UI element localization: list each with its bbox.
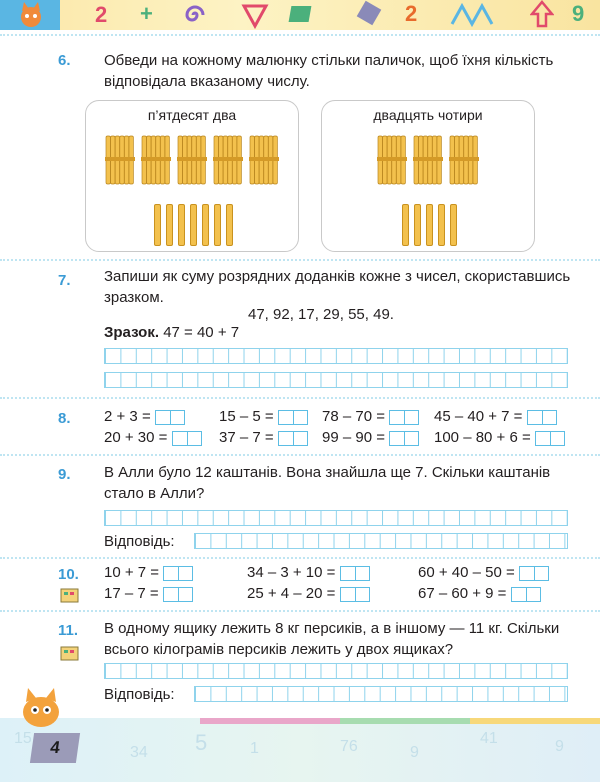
dotted-rule	[0, 397, 600, 399]
sticks-panel	[321, 100, 535, 252]
task-number: 11.	[58, 622, 79, 639]
triangle-icon	[240, 2, 270, 30]
task-number: 9.	[58, 466, 71, 483]
zigzag-icon	[450, 0, 500, 30]
single-stick[interactable]	[426, 204, 433, 246]
answer-box[interactable]	[535, 431, 565, 446]
answer-box[interactable]	[163, 566, 193, 581]
single-stick[interactable]	[190, 204, 197, 246]
answer-box[interactable]	[527, 410, 557, 425]
answer-box[interactable]	[340, 587, 370, 602]
top-dotted-rule	[0, 34, 600, 36]
answer-box[interactable]	[155, 410, 185, 425]
single-stick[interactable]	[450, 204, 457, 246]
answer-grid[interactable]	[104, 372, 568, 388]
single-stick[interactable]	[178, 204, 185, 246]
answer-box[interactable]	[519, 566, 549, 581]
number-list: 47, 92, 17, 29, 55, 49.	[248, 306, 394, 323]
task-text: Запиши як суму розрядних доданків кожне з чисел, скориставшись зразком.	[104, 268, 571, 306]
answer-label: Відповідь:	[104, 533, 175, 550]
footer-number: 34	[130, 744, 148, 761]
footer-number: 41	[480, 730, 498, 747]
stick-bundle	[105, 135, 135, 185]
mascot-icon	[16, 686, 66, 730]
answer-box[interactable]	[389, 431, 419, 446]
stick-bundle	[413, 135, 443, 185]
single-stick[interactable]	[438, 204, 445, 246]
stick-bundle	[177, 135, 207, 185]
task-number: 8.	[58, 410, 71, 427]
dotted-rule	[0, 557, 600, 559]
deco-digit: 2	[405, 1, 418, 26]
footer-number: 15	[14, 730, 32, 747]
task-text: В Алли було 12 каштанів. Вона знайшла ще 7. Скільки каштанів стало в Алли?	[104, 464, 551, 502]
answer-label: Відповідь:	[104, 686, 175, 703]
stick-bundle	[377, 135, 407, 185]
answer-box[interactable]	[278, 431, 308, 446]
footer-number: 5	[195, 730, 208, 755]
calculator-icon	[60, 646, 80, 662]
sample-label: Зразок.	[104, 324, 160, 341]
single-stick[interactable]	[166, 204, 173, 246]
equation: 100 – 80 + 6 =	[434, 429, 565, 446]
single-stick[interactable]	[202, 204, 209, 246]
footer-band	[0, 718, 600, 782]
stick-bundle	[141, 135, 171, 185]
dotted-rule	[0, 259, 600, 261]
answer-box[interactable]	[389, 410, 419, 425]
answer-grid[interactable]	[104, 348, 568, 364]
footer-number: 9	[555, 738, 564, 755]
equation: 20 + 30 =	[104, 429, 202, 446]
sample-expression: 47 = 40 + 7	[163, 324, 240, 341]
footer-stripe	[340, 718, 470, 724]
answer-grid[interactable]	[194, 686, 568, 702]
footer-stripe	[200, 718, 340, 724]
cat-icon	[14, 2, 48, 28]
single-stick[interactable]	[154, 204, 161, 246]
deco-plus: +	[140, 1, 153, 26]
single-stick[interactable]	[414, 204, 421, 246]
single-stick[interactable]	[402, 204, 409, 246]
equation: 37 – 7 =	[219, 429, 308, 446]
footer-stripe	[470, 718, 600, 724]
panel-label: п’ятдесят два	[147, 107, 237, 123]
single-stick[interactable]	[226, 204, 233, 246]
footer-number: 9	[410, 744, 419, 761]
footer-number: 1	[250, 740, 259, 757]
top-decorative-band	[0, 0, 600, 30]
dotted-rule	[0, 610, 600, 612]
task-number: 7.	[58, 272, 71, 289]
purple-shape	[357, 1, 382, 26]
task-text: Обведи на кожному малюнку стільки паличок, щоб їхня кількість відповідала вказаному числу.	[104, 52, 554, 90]
dotted-rule	[0, 454, 600, 456]
footer-number: 76	[340, 738, 358, 755]
answer-box[interactable]	[278, 410, 308, 425]
deco-digit: 2	[95, 2, 108, 27]
equation: 15 – 5 =	[219, 408, 308, 425]
page-number: 4	[30, 733, 80, 763]
answer-box[interactable]	[340, 566, 370, 581]
single-stick[interactable]	[214, 204, 221, 246]
stick-bundle	[213, 135, 243, 185]
answer-grid[interactable]	[104, 510, 568, 526]
panel-label: двадцять чотири	[373, 107, 483, 123]
answer-box[interactable]	[511, 587, 541, 602]
spiral-icon	[180, 0, 210, 30]
sticks-panel	[85, 100, 299, 252]
equation: 78 – 70 =	[322, 408, 419, 425]
answer-grid[interactable]	[104, 663, 568, 679]
stick-bundle	[449, 135, 479, 185]
deco-digit: 9	[572, 1, 585, 26]
answer-box[interactable]	[172, 431, 202, 446]
cat-corner	[0, 0, 60, 30]
arrow-up-icon	[530, 0, 554, 30]
equation: 45 – 40 + 7 =	[434, 408, 557, 425]
task-number: 6.	[58, 52, 71, 69]
equation: 2 + 3 =	[104, 408, 185, 425]
task-text: В одному ящику лежить 8 кг персиків, а в іншому — 11 кг. Скільки всього кілограмів персиків лежить у двох ящиках?	[104, 620, 560, 658]
green-shape	[289, 6, 312, 22]
calculator-icon	[60, 588, 80, 604]
equation: 99 – 90 =	[322, 429, 419, 446]
task-number: 10.	[58, 566, 79, 583]
answer-box[interactable]	[163, 587, 193, 602]
answer-grid[interactable]	[194, 533, 568, 549]
stick-bundle	[249, 135, 279, 185]
